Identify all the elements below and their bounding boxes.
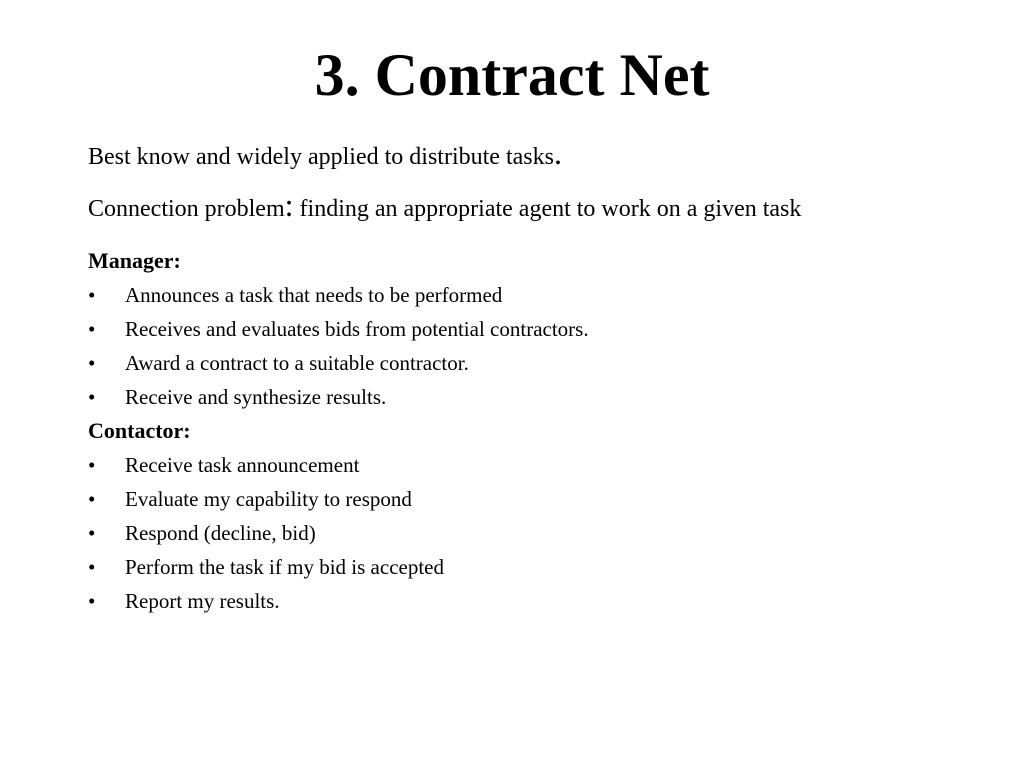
list-item-text: Receives and evaluates bids from potential contractors.: [125, 317, 589, 341]
intro-line-1-period: .: [553, 135, 562, 171]
bullet-icon: •: [88, 555, 96, 579]
bullet-icon: •: [88, 589, 96, 613]
bullet-icon: •: [88, 521, 96, 545]
list-item-text: Announces a task that needs to be performed: [125, 283, 503, 307]
list-item-text: Award a contract to a suitable contractor.: [125, 351, 469, 375]
list-item: [88, 550, 968, 584]
bullet-icon: •: [88, 487, 96, 511]
intro-line-1: [88, 135, 968, 174]
contractor-list: [88, 448, 968, 618]
bullet-icon: •: [88, 351, 96, 375]
connection-problem-text: finding an appropriate agent to work on a given task: [293, 196, 802, 222]
intro-line-2: [88, 187, 968, 226]
bullet-icon: •: [88, 453, 96, 477]
list-item: [88, 482, 968, 516]
list-item-text: Respond (decline, bid): [125, 521, 316, 545]
list-item: [88, 584, 968, 618]
slide-body: [88, 135, 968, 618]
list-item: [88, 448, 968, 482]
list-item: [88, 312, 968, 346]
list-item: [88, 380, 968, 414]
contractor-heading: Contactor:: [88, 418, 191, 443]
list-item-text: Perform the task if my bid is accepted: [125, 555, 444, 579]
list-item-text: Receive and synthesize results.: [125, 385, 387, 409]
manager-list: [88, 278, 968, 414]
list-item-text: Receive task announcement: [125, 453, 360, 477]
bullet-icon: •: [88, 385, 96, 409]
list-item: [88, 278, 968, 312]
bullet-icon: •: [88, 317, 96, 341]
list-item-text: Report my results.: [125, 589, 280, 613]
list-item: [88, 516, 968, 550]
manager-heading: Manager:: [88, 248, 181, 273]
bullet-icon: •: [88, 283, 96, 307]
connection-problem-colon: :: [284, 187, 294, 223]
connection-problem-label: Connection problem: [88, 196, 285, 222]
intro-line-1-text: Best know and widely applied to distribute tasks: [88, 144, 554, 170]
slide-title: 3. Contract Net: [314, 42, 710, 108]
list-item-text: Evaluate my capability to respond: [125, 487, 412, 511]
list-item: [88, 346, 968, 380]
